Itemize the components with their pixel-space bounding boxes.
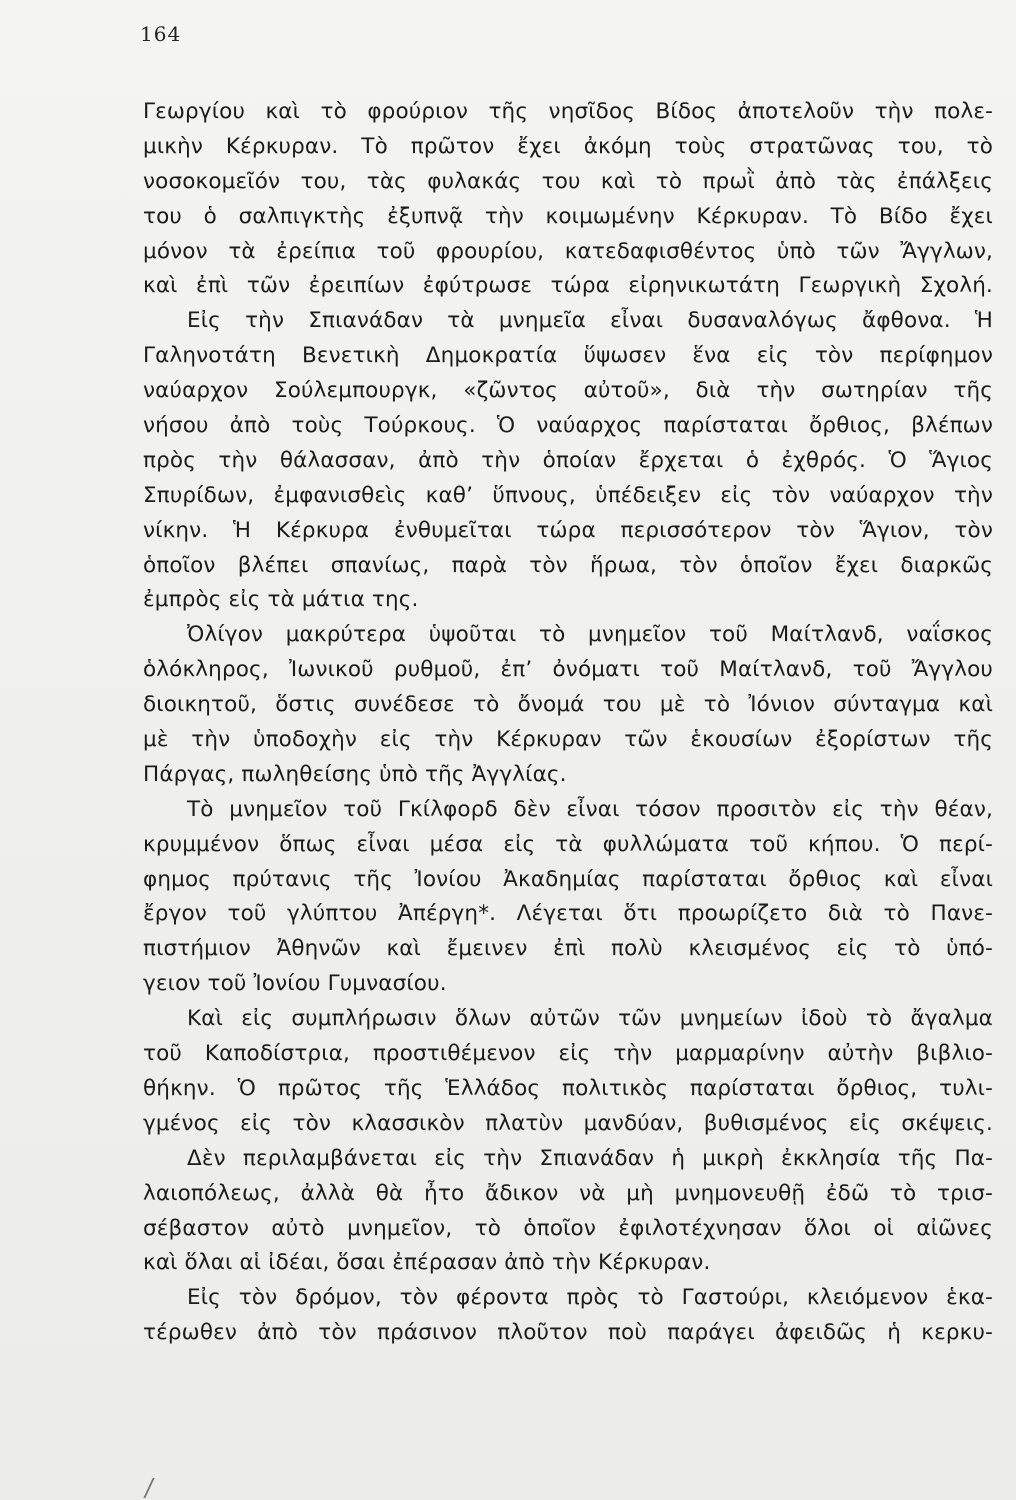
text-line-15: ἐμπρὸς εἰς τὰ μάτια της. xyxy=(143,587,419,613)
text-line-2: μικὴν Κέρκυραν. Τὸ πρῶτον ἔχει ἀκόμη τοὺς στρατῶνας του, τὸ xyxy=(143,133,993,159)
text-line-31: Δὲν περιλαμβάνεται εἰς τὴν Σπιανάδαν ἡ μικρὴ ἐκκλησία τῆς Πα- xyxy=(187,1145,993,1171)
text-line-13: νίκην. Ἡ Κέρκυρα ἐνθυμεῖται τώρα περισσότερον τὸν Ἅγιον, τὸν xyxy=(143,517,993,543)
text-line-1: Γεωργίου καὶ τὸ φρούριον τῆς νησῖδος Βίδος ἀποτελοῦν τὴν πολε- xyxy=(143,99,993,124)
text-line-28: τοῦ Καποδίστρια, προστιθέμενον εἰς τὴν μαρμαρίνην αὐτὴν βιβλιο- xyxy=(143,1041,993,1067)
text-line-22: κρυμμένον ὅπως εἶναι μέσα εἰς τὰ φυλλώματα τοῦ κήπου. Ὁ περί- xyxy=(143,831,993,857)
text-line-4: του ὁ σαλπιγκτὴς ἐξυπνᾷ τὴν κοιμωμένην Κέρκυραν. Τὸ Βίδο ἔχει xyxy=(143,203,993,229)
text-line-23: φημος πρύτανις τῆς Ἰονίου Ἀκαδημίας παρίσταται ὄρθιος καὶ εἶναι xyxy=(143,866,993,892)
text-line-30: γμένος εἰς τὸν κλασσικὸν πλατὺν μανδύαν, βυθισμένος εἰς σκέψεις. xyxy=(143,1110,993,1136)
text-line-34: καὶ ὅλαι αἱ ἰδέαι, ὅσαι ἐπέρασαν ἀπὸ τὴν Κέρκυραν. xyxy=(143,1250,711,1276)
body-text xyxy=(143,95,993,1351)
text-line-5: μόνον τὰ ἐρείπια τοῦ φρουρίου, κατεδαφισθέντος ὑπὸ τῶν Ἄγγλων, xyxy=(143,238,993,264)
text-line-9: ναύαρχον Σούλεμπουργκ, «ζῶντος αὐτοῦ», διὰ τὴν σωτηρίαν τῆς xyxy=(143,378,993,404)
text-line-18: διοικητοῦ, ὅστις συνέδεσε τὸ ὄνομά του μὲ τὸ Ἰόνιον σύνταγμα καὶ xyxy=(143,692,993,718)
text-line-25: πιστήμιον Ἀθηνῶν καὶ ἔμεινεν ἐπὶ πολὺ κλεισμένος εἰς τὸ ὑπό- xyxy=(143,936,993,962)
text-line-12: Σπυρίδων, ἐμφανισθεὶς καθ’ ὕπνους, ὑπέδειξεν εἰς τὸν ναύαρχον τὴν xyxy=(143,482,993,508)
text-line-32: λαιοπόλεως, ἀλλὰ θὰ ἦτο ἄδικον νὰ μὴ μνημονευθῇ ἐδῶ τὸ τρισ- xyxy=(143,1180,993,1206)
text-line-35: Εἰς τὸν δρόμον, τὸν φέροντα πρὸς τὸ Γαστούρι, κλειόμενον ἑκα- xyxy=(187,1285,993,1311)
text-line-19: μὲ τὴν ὑποδοχὴν εἰς τὴν Κέρκυραν τῶν ἑκουσίων ἐξορίστων τῆς xyxy=(143,727,993,753)
text-line-29: θήκην. Ὁ πρῶτος τῆς Ἑλλάδος πολιτικὸς παρίσταται ὄρθιος, τυλι- xyxy=(143,1075,993,1101)
text-line-27: Καὶ εἰς συμπλήρωσιν ὅλων αὐτῶν τῶν μνημείων ἰδοὺ τὸ ἄγαλμα xyxy=(187,1006,993,1032)
text-line-3: νοσοκομεῖόν του, τὰς φυλακάς του καὶ τὸ πρωῒ ἀπὸ τὰς ἐπάλξεις xyxy=(143,168,993,194)
text-line-6: καὶ ἐπὶ τῶν ἐρειπίων ἐφύτρωσε τώρα εἰρηνικωτάτη Γεωργικὴ Σχολή. xyxy=(143,273,993,299)
text-line-11: πρὸς τὴν θάλασσαν, ἀπὸ τὴν ὁποίαν ἔρχεται ὁ ἐχθρός. Ὁ Ἅγιος xyxy=(143,447,993,473)
scan-mark xyxy=(143,1478,164,1498)
text-line-36: τέρωθεν ἀπὸ τὸν πράσινον πλοῦτον ποὺ παράγει ἀφειδῶς ἡ κερκυ- xyxy=(143,1320,993,1346)
text-line-24: ἔργον τοῦ γλύπτου Ἀπέργη*. Λέγεται ὅτι προωρίζετο διὰ τὸ Πανε- xyxy=(143,901,993,927)
text-line-16: Ὀλίγον μακρύτερα ὑψοῦται τὸ μνημεῖον τοῦ Μαίτλανδ, ναΐσκος xyxy=(187,622,993,648)
text-line-8: Γαληνοτάτη Βενετικὴ Δημοκρατία ὕψωσεν ἕνα εἰς τὸν περίφημον xyxy=(143,343,993,369)
text-line-26: γειον τοῦ Ἰονίου Γυμνασίου. xyxy=(143,971,447,997)
text-line-10: νήσου ἀπὸ τοὺς Τούρκους. Ὁ ναύαρχος παρίσταται ὄρθιος, βλέπων xyxy=(143,413,993,439)
text-line-17: ὁλόκληρος, Ἰωνικοῦ ρυθμοῦ, ἐπ’ ὀνόματι τοῦ Μαίτλανδ, τοῦ Ἄγγλου xyxy=(143,657,993,683)
text-line-7: Εἰς τὴν Σπιανάδαν τὰ μνημεῖα εἶναι δυσαναλόγως ἄφθονα. Ἡ xyxy=(187,308,993,334)
text-line-33: σέβαστον αὐτὸ μνημεῖον, τὸ ὁποῖον ἐφιλοτέχνησαν ὅλοι οἱ αἰῶνες xyxy=(143,1215,993,1241)
text-line-20: Πάργας, πωληθείσης ὑπὸ τῆς Ἀγγλίας. xyxy=(143,761,567,787)
text-line-21: Τὸ μνημεῖον τοῦ Γκίλφορδ δὲν εἶναι τόσον προσιτὸν εἰς τὴν θέαν, xyxy=(187,796,993,822)
page-number: 164 xyxy=(140,22,182,46)
text-line-14: ὁποῖον βλέπει σπανίως, παρὰ τὸν ἥρωα, τὸν ὁποῖον ἔχει διαρκῶς xyxy=(143,552,993,578)
